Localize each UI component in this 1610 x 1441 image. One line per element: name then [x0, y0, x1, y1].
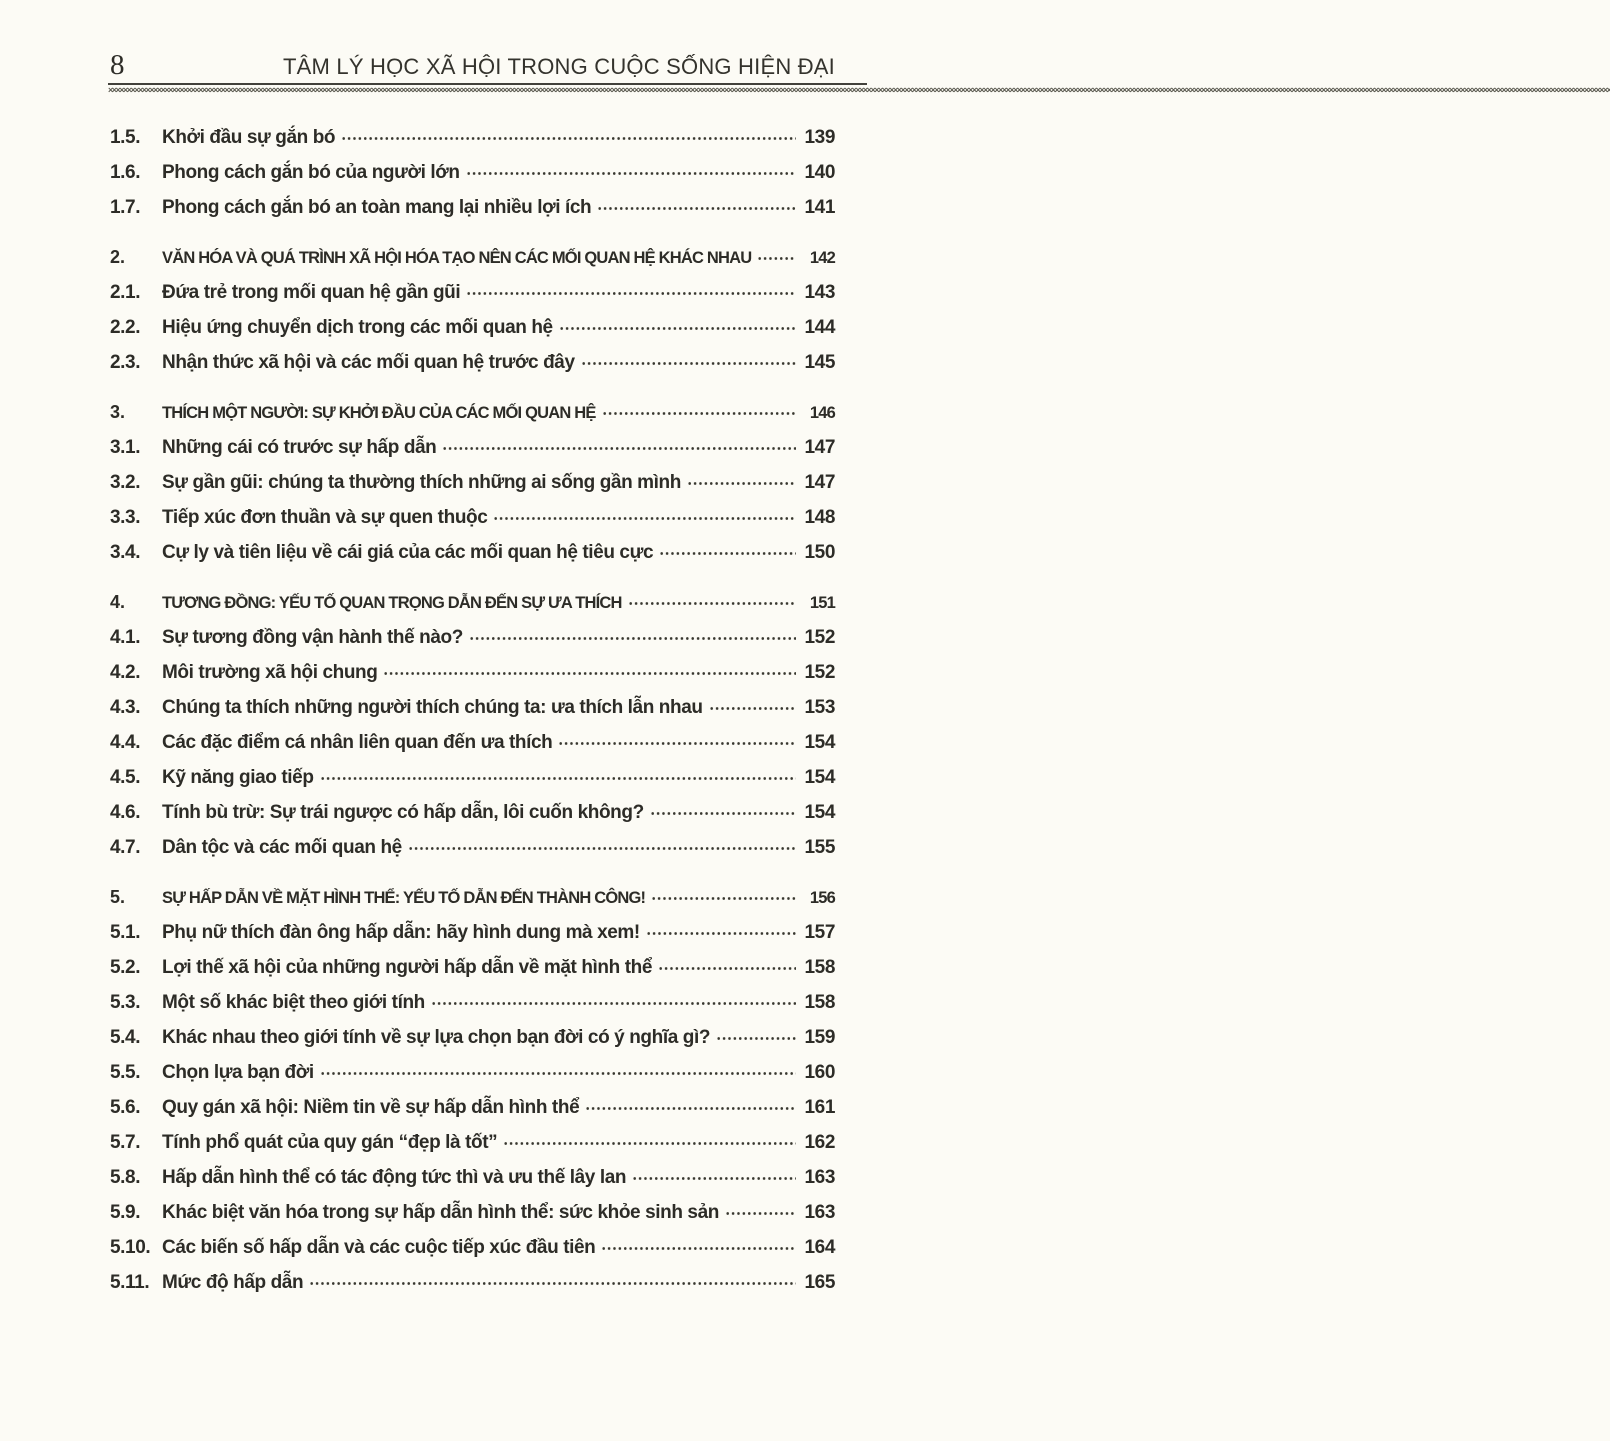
dot-leader — [687, 481, 796, 486]
toc-entry-title: Sự gần gũi: chúng ta thường thích những ai sống gần mình — [162, 472, 681, 493]
toc-entry-title: Một số khác biệt theo giới tính — [162, 992, 425, 1013]
toc-entry-title: Đứa trẻ trong mối quan hệ gần gũi — [162, 282, 461, 303]
dot-leader — [469, 636, 796, 641]
toc-entry — [110, 190, 835, 225]
toc-entry-title: Lợi thế xã hội của những người hấp dẫn về mặt hình thể — [162, 957, 653, 978]
toc-entry-page: 154 — [804, 802, 835, 823]
toc-entry-number: 5.4. — [110, 1027, 141, 1048]
page-number: 8 — [110, 49, 125, 81]
header-chain-ornament: ×××××××××××××××××××××××××××××××××××××××××××××××××××××××××××××××××××××××××××××××××××××××××××××××××××××××××××××××××××××××××××××××××××××××××××××××××××××××××××××××××××××××××××××××××××××××××××××××××××××××××××××××××××××××××××××××××××××××××××××××××××××××××××××××××××××××××××××××××××××××××××××××××××××××××××××××××××××××××××××××××××××××××××××××××××××××××××××××××××××××××××××××××××××××××××××××××××××××××××××××× — [108, 85, 1610, 95]
table-of-contents — [110, 120, 835, 1300]
dot-leader — [558, 741, 796, 746]
dot-leader — [559, 326, 796, 331]
toc-entry-number: 5.3. — [110, 992, 141, 1013]
toc-entry-page: 148 — [804, 507, 835, 528]
toc-entry-number: 5.7. — [110, 1132, 141, 1153]
dot-leader — [601, 1246, 796, 1251]
toc-entry — [110, 1125, 835, 1160]
dot-leader — [503, 1141, 796, 1146]
dot-leader — [408, 846, 796, 851]
toc-entry-number: 5. — [110, 887, 126, 907]
toc-entry-title: Tính phổ quát của quy gán “đẹp là tốt” — [162, 1132, 498, 1153]
toc-entry-page: 161 — [804, 1097, 835, 1118]
toc-entry — [110, 1055, 835, 1090]
toc-entry — [110, 915, 835, 950]
toc-entry-title: Dân tộc và các mối quan hệ — [162, 837, 402, 858]
dot-leader — [320, 776, 796, 781]
toc-entry-page: 153 — [804, 697, 835, 718]
toc-entry-number: 4.4. — [110, 732, 141, 753]
dot-leader — [320, 1071, 796, 1076]
toc-entry-page: 141 — [804, 197, 835, 218]
toc-entry-number: 1.5. — [110, 127, 141, 148]
toc-entry-number: 2.3. — [110, 352, 141, 373]
toc-entry-number: 4.3. — [110, 697, 141, 718]
toc-entry-page: 144 — [804, 317, 835, 338]
toc-entry — [110, 1020, 835, 1055]
toc-entry — [110, 345, 835, 380]
toc-entry-title: Chọn lựa bạn đời — [162, 1062, 314, 1083]
toc-entry-page: 160 — [804, 1062, 835, 1083]
toc-entry — [110, 760, 835, 795]
toc-entry — [110, 1195, 835, 1230]
toc-entry-number: 5.5. — [110, 1062, 141, 1083]
toc-entry-page: 147 — [804, 472, 835, 493]
page-header — [110, 50, 835, 82]
toc-entry-number: 4.7. — [110, 837, 141, 858]
dot-leader — [341, 136, 796, 141]
toc-entry-number: 3.2. — [110, 472, 141, 493]
toc-entry-number: 5.6. — [110, 1097, 141, 1118]
toc-entry-number: 5.8. — [110, 1167, 141, 1188]
toc-entry-number: 5.9. — [110, 1202, 141, 1223]
toc-entry-title: Hấp dẫn hình thể có tác động tức thì và ưu thế lây lan — [162, 1167, 627, 1188]
dot-leader — [383, 671, 796, 676]
dot-leader — [466, 291, 796, 296]
toc-entry-page: 142 — [809, 249, 835, 267]
toc-entry-title: TƯƠNG ĐỒNG: YẾU TỐ QUAN TRỌNG DẪN ĐẾN SỰ ƯA THÍCH — [162, 594, 622, 612]
dot-leader — [581, 361, 796, 366]
toc-entry-page: 154 — [804, 732, 835, 753]
toc-entry-number: 3.3. — [110, 507, 141, 528]
toc-entry — [110, 465, 835, 500]
toc-entry-title: THÍCH MỘT NGƯỜI: SỰ KHỞI ĐẦU CỦA CÁC MỐI QUAN HỆ — [162, 404, 596, 422]
toc-entry-page: 145 — [804, 352, 835, 373]
toc-entry-number: 4.6. — [110, 802, 141, 823]
toc-entry-number: 5.10. — [110, 1237, 151, 1258]
toc-entry — [110, 1160, 835, 1195]
toc-entry — [110, 880, 835, 915]
toc-entry — [110, 1265, 835, 1300]
toc-entry-page: 157 — [804, 922, 835, 943]
toc-entry-number: 2.1. — [110, 282, 141, 303]
toc-entry — [110, 830, 835, 865]
toc-entry-page: 158 — [804, 957, 835, 978]
toc-entry-title: Kỹ năng giao tiếp — [162, 767, 314, 788]
toc-entry-page: 164 — [804, 1237, 835, 1258]
toc-entry-title: Khởi đầu sự gắn bó — [162, 127, 336, 148]
toc-entry-title: Tính bù trừ: Sự trái ngược có hấp dẫn, lôi cuốn không? — [162, 802, 644, 823]
toc-entry-title: Tiếp xúc đơn thuần và sự quen thuộc — [162, 507, 488, 528]
toc-entry-title: Sự tương đồng vận hành thế nào? — [162, 627, 463, 648]
toc-entry-page: 158 — [804, 992, 835, 1013]
toc-entry-title: Mức độ hấp dẫn — [162, 1272, 304, 1293]
toc-entry-page: 165 — [804, 1272, 835, 1293]
toc-entry-title: Hiệu ứng chuyển dịch trong các mối quan hệ — [162, 317, 553, 338]
dot-leader — [493, 516, 796, 521]
dot-leader — [757, 256, 796, 261]
dot-leader — [597, 206, 796, 211]
toc-entry-title: Những cái có trước sự hấp dẫn — [162, 437, 437, 458]
toc-entry-page: 146 — [809, 404, 835, 422]
toc-entry — [110, 240, 835, 275]
toc-entry-title: Môi trường xã hội chung — [162, 662, 378, 683]
toc-entry-page: 152 — [804, 662, 835, 683]
toc-entry-page: 140 — [804, 162, 835, 183]
toc-entry-number: 4.5. — [110, 767, 141, 788]
toc-entry — [110, 395, 835, 430]
toc-entry-page: 151 — [809, 594, 835, 612]
toc-entry-title: Phong cách gắn bó an toàn mang lại nhiều lợi ích — [162, 197, 592, 218]
toc-entry — [110, 155, 835, 190]
dot-leader — [709, 706, 796, 711]
toc-entry-page: 155 — [804, 837, 835, 858]
toc-entry — [110, 950, 835, 985]
toc-entry-title: Quy gán xã hội: Niềm tin về sự hấp dẫn hình thể — [162, 1097, 580, 1118]
toc-entry — [110, 725, 835, 760]
toc-entry-title: Phong cách gắn bó của người lớn — [162, 162, 460, 183]
toc-entry — [110, 500, 835, 535]
toc-entry — [110, 535, 835, 570]
dot-leader — [659, 551, 796, 556]
dot-leader — [716, 1036, 796, 1041]
toc-entry — [110, 690, 835, 725]
toc-entry-page: 143 — [804, 282, 835, 303]
toc-entry-title: Nhận thức xã hội và các mối quan hệ trước đây — [162, 352, 575, 373]
dot-leader — [309, 1281, 796, 1286]
toc-entry — [110, 655, 835, 690]
dot-leader — [725, 1211, 796, 1216]
toc-entry — [110, 120, 835, 155]
toc-entry-number: 2.2. — [110, 317, 141, 338]
toc-entry-number: 3. — [110, 402, 126, 422]
book-title: TÂM LÝ HỌC XÃ HỘI TRONG CUỘC SỐNG HIỆN ĐẠI — [283, 54, 835, 79]
dot-leader — [585, 1106, 796, 1111]
toc-entry-page: 152 — [804, 627, 835, 648]
toc-entry-page: 163 — [804, 1167, 835, 1188]
dot-leader — [442, 446, 796, 451]
toc-entry-page: 163 — [804, 1202, 835, 1223]
toc-entry-title: Phụ nữ thích đàn ông hấp dẫn: hãy hình dung mà xem! — [162, 922, 640, 943]
dot-leader — [651, 896, 796, 901]
toc-entry — [110, 795, 835, 830]
toc-entry-number: 5.2. — [110, 957, 141, 978]
toc-entry-title: Khác biệt văn hóa trong sự hấp dẫn hình thể: sức khỏe sinh sản — [162, 1202, 719, 1223]
toc-entry-number: 3.1. — [110, 437, 141, 458]
toc-entry — [110, 275, 835, 310]
toc-entry — [110, 585, 835, 620]
toc-entry-title: SỰ HẤP DẪN VỀ MẶT HÌNH THỂ: YẾU TỐ DẪN ĐẾN THÀNH CÔNG! — [162, 889, 646, 907]
toc-entry-title: Các đặc điểm cá nhân liên quan đến ưa thích — [162, 732, 553, 753]
dot-leader — [646, 931, 796, 936]
toc-entry-page: 147 — [804, 437, 835, 458]
dot-leader — [628, 601, 796, 606]
toc-entry-page: 150 — [804, 542, 835, 563]
toc-entry-title: Các biến số hấp dẫn và các cuộc tiếp xúc đầu tiên — [162, 1237, 596, 1258]
toc-entry-number: 1.7. — [110, 197, 141, 218]
toc-entry-number: 4.1. — [110, 627, 141, 648]
toc-entry-page: 159 — [804, 1027, 835, 1048]
toc-entry-number: 2. — [110, 247, 126, 267]
toc-entry-title: VĂN HÓA VÀ QUÁ TRÌNH XÃ HỘI HÓA TẠO NÊN CÁC MỐI QUAN HỆ KHÁC NHAU — [162, 249, 752, 267]
toc-entry-number: 1.6. — [110, 162, 141, 183]
dot-leader — [658, 966, 796, 971]
dot-leader — [632, 1176, 796, 1181]
toc-entry — [110, 1230, 835, 1265]
dot-leader — [602, 411, 796, 416]
toc-entry-page: 162 — [804, 1132, 835, 1153]
toc-entry-number: 5.1. — [110, 922, 141, 943]
toc-entry-title: Cự ly và tiên liệu về cái giá của các mối quan hệ tiêu cực — [162, 542, 654, 563]
toc-entry-number: 4. — [110, 592, 126, 612]
dot-leader — [466, 171, 796, 176]
toc-entry — [110, 1090, 835, 1125]
dot-leader — [431, 1001, 796, 1006]
toc-entry-title: Chúng ta thích những người thích chúng ta: ưa thích lẫn nhau — [162, 697, 703, 718]
toc-entry — [110, 620, 835, 655]
toc-entry-number: 3.4. — [110, 542, 141, 563]
toc-entry-number: 5.11. — [110, 1272, 150, 1293]
toc-entry-number: 4.2. — [110, 662, 141, 683]
toc-entry-page: 154 — [804, 767, 835, 788]
dot-leader — [650, 811, 796, 816]
toc-entry — [110, 310, 835, 345]
toc-entry — [110, 985, 835, 1020]
toc-entry-title: Khác nhau theo giới tính về sự lựa chọn bạn đời có ý nghĩa gì? — [162, 1027, 711, 1048]
toc-entry — [110, 430, 835, 465]
toc-entry-page: 156 — [809, 889, 835, 907]
toc-entry-page: 139 — [804, 127, 835, 148]
